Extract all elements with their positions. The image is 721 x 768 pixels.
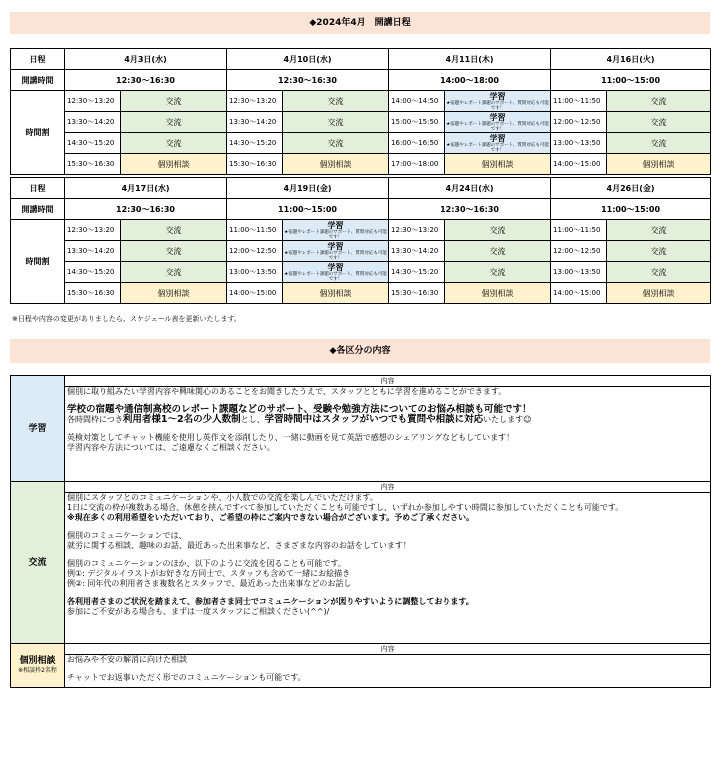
session-koryu: 交流 [283, 91, 389, 112]
hours-value: 12:30〜16:30 [65, 199, 227, 220]
date-header: 4月26日(金) [551, 178, 711, 199]
hours-value: 11:00〜15:00 [227, 199, 389, 220]
session-koryu: 交流 [607, 262, 711, 283]
date-header: 4月19日(金) [227, 178, 389, 199]
session-kobetsu: 個別相談 [445, 154, 551, 175]
time-slot: 13:30〜14:20 [389, 241, 445, 262]
session-kobetsu: 個別相談 [283, 154, 389, 175]
koryu-content: 個別にスタッフとのコミュニケーションや、小人数での交流を楽しんでいただけます。 1日に交流の枠が複数ある場合、休憩を挟んですべて参加していただくことも可能ですし、いずれか参加しやすい時間に参加していただくことも可能です。 ※現在多くの利用希望をいただいており、ご希望の枠にご案内できない場合がございます。予めご了承ください。 個別のコミュニケーションでは、 就労に関する相談、趣味のお話、最近あった出来事など、さまざまな内容のお話をしています！ 個別のコミュニケーションのほか、以下のように交流を図ることも可能です。 例①: デジタルイラストがお好きな方同士で、スタッフも含めて一緒にお絵描き 例②: 同年代の利用者さま複数名とスタッフで、最近あった出来事などのお話し 各利用者さまのご状況を踏まえて、参加者さま同士でコミュニケーションが図りやすいように調整しております。 参加にご不安がある場合も、まずは一度スタッフにご相談ください(^^)/ [65, 493, 711, 644]
time-slot: 11:00〜11:50 [551, 91, 607, 112]
time-slot: 14:00〜15:00 [227, 283, 283, 304]
time-slot: 14:30〜15:20 [227, 133, 283, 154]
session-gakushu: 学習 ★宿題やレポート課題のサポート、質問対応も可能です！ [446, 112, 549, 132]
session-koryu: 交流 [607, 220, 711, 241]
session-koryu: 交流 [121, 112, 227, 133]
time-slot: 12:30〜13:20 [65, 91, 121, 112]
session-koryu: 交流 [607, 241, 711, 262]
session-koryu: 交流 [445, 220, 551, 241]
time-slot: 13:00〜13:50 [551, 133, 607, 154]
time-slot: 15:30〜16:30 [65, 154, 121, 175]
time-slot: 13:30〜14:20 [65, 112, 121, 133]
time-slot: 12:00〜12:50 [551, 241, 607, 262]
time-slot: 17:00〜18:00 [389, 154, 445, 175]
date-label: 日程 [11, 49, 65, 70]
schedule-note: ※日程や内容の変更がありましたら、スケジュール表を更新いたします。 [12, 315, 241, 323]
date-header: 4月24日(水) [389, 178, 551, 199]
time-slot: 14:00〜15:00 [551, 283, 607, 304]
session-gakushu: 学習 ★宿題やレポート課題のサポート、質問対応も可能です！ [284, 220, 387, 240]
session-koryu: 交流 [121, 91, 227, 112]
hours-value: 11:00〜15:00 [551, 70, 711, 91]
session-koryu: 交流 [607, 112, 711, 133]
time-slot: 15:30〜16:30 [227, 154, 283, 175]
date-label: 日程 [11, 178, 65, 199]
time-slot: 12:00〜12:50 [551, 112, 607, 133]
time-slot: 14:00〜15:00 [551, 154, 607, 175]
category-details-table [10, 375, 711, 688]
session-gakushu: 学習 ★宿題やレポート課題のサポート、質問対応も可能です！ [446, 91, 549, 111]
gakushu-content: 個別に取り組みたい学習内容や興味関心のあることをお聞きしたうえで、スタッフとともに学習を進めることができます。 学校の宿題や通信制高校のレポート課題などのサポート、受験や勉強方法についてのお悩み相談も可能です！ 各時間枠につき利用者様1〜2名の少人数制とし、学習時間中はスタッフがいつでも質問や相談に対応いたします☺ 英検対策としてチャット機能を使用し英作文を添削したり、一緒に動画を見て英語で感想のシェアリングなどもしています！ 学習内容や方法については、ご遠慮なくご相談ください。 [65, 387, 711, 482]
time-slot: 13:00〜13:50 [227, 262, 283, 283]
category-title: ◆各区分の内容 [10, 339, 710, 363]
session-koryu: 交流 [445, 262, 551, 283]
time-slot: 11:00〜11:50 [227, 220, 283, 241]
session-kobetsu: 個別相談 [607, 154, 711, 175]
date-header: 4月3日(水) [65, 49, 227, 70]
session-koryu: 交流 [121, 262, 227, 283]
category-kobetsu: 個別相談 ※相談枠2名程 [11, 644, 65, 688]
schedule-table-week2 [10, 177, 711, 304]
date-header: 4月17日(水) [65, 178, 227, 199]
session-kobetsu: 個別相談 [445, 283, 551, 304]
hours-value: 12:30〜16:30 [227, 70, 389, 91]
slots-label: 時間割 [11, 91, 65, 175]
time-slot: 12:30〜13:20 [65, 220, 121, 241]
category-gakushu: 学習 [11, 376, 65, 482]
hours-label: 開講時間 [11, 199, 65, 220]
time-slot: 16:00〜16:50 [389, 133, 445, 154]
session-gakushu: 学習 ★宿題やレポート課題のサポート、質問対応も可能です！ [284, 241, 387, 261]
time-slot: 14:30〜15:20 [65, 262, 121, 283]
content-header: 内容 [65, 644, 711, 655]
date-header: 4月16日(火) [551, 49, 711, 70]
session-kobetsu: 個別相談 [607, 283, 711, 304]
time-slot: 13:30〜14:20 [227, 112, 283, 133]
date-header: 4月10日(水) [227, 49, 389, 70]
time-slot: 15:30〜16:30 [65, 283, 121, 304]
time-slot: 14:30〜15:20 [389, 262, 445, 283]
time-slot: 13:30〜14:20 [65, 241, 121, 262]
time-slot: 12:00〜12:50 [227, 241, 283, 262]
hours-value: 12:30〜16:30 [65, 70, 227, 91]
session-koryu: 交流 [283, 112, 389, 133]
date-header: 4月11日(木) [389, 49, 551, 70]
session-kobetsu: 個別相談 [121, 154, 227, 175]
session-gakushu: 学習 ★宿題やレポート課題のサポート、質問対応も可能です！ [284, 262, 387, 282]
category-koryu: 交流 [11, 482, 65, 644]
time-slot: 15:30〜16:30 [389, 283, 445, 304]
session-koryu: 交流 [283, 133, 389, 154]
session-koryu: 交流 [445, 241, 551, 262]
session-koryu: 交流 [607, 133, 711, 154]
session-koryu: 交流 [121, 220, 227, 241]
hours-value: 14:00〜18:00 [389, 70, 551, 91]
time-slot: 15:00〜15:50 [389, 112, 445, 133]
kobetsu-content: お悩みや不安の解消に向けた相談 チャットでお返事いただく形でのコミュニケーションも可能です。 [65, 655, 711, 688]
hours-value: 11:00〜15:00 [551, 199, 711, 220]
session-kobetsu: 個別相談 [121, 283, 227, 304]
session-koryu: 交流 [121, 133, 227, 154]
session-koryu: 交流 [607, 91, 711, 112]
session-kobetsu: 個別相談 [283, 283, 389, 304]
hours-value: 12:30〜16:30 [389, 199, 551, 220]
content-header: 内容 [65, 376, 711, 387]
time-slot: 12:30〜13:20 [227, 91, 283, 112]
slots-label: 時間割 [11, 220, 65, 304]
hours-label: 開講時間 [11, 70, 65, 91]
session-gakushu: 学習 ★宿題やレポート課題のサポート、質問対応も可能です！ [446, 133, 549, 153]
session-koryu: 交流 [121, 241, 227, 262]
time-slot: 14:00〜14:50 [389, 91, 445, 112]
time-slot: 12:30〜13:20 [389, 220, 445, 241]
schedule-table-week1 [10, 48, 711, 175]
time-slot: 14:30〜15:20 [65, 133, 121, 154]
time-slot: 13:00〜13:50 [551, 262, 607, 283]
content-header: 内容 [65, 482, 711, 493]
schedule-title: ◆2024年4月 開講日程 [10, 12, 710, 34]
time-slot: 11:00〜11:50 [551, 220, 607, 241]
